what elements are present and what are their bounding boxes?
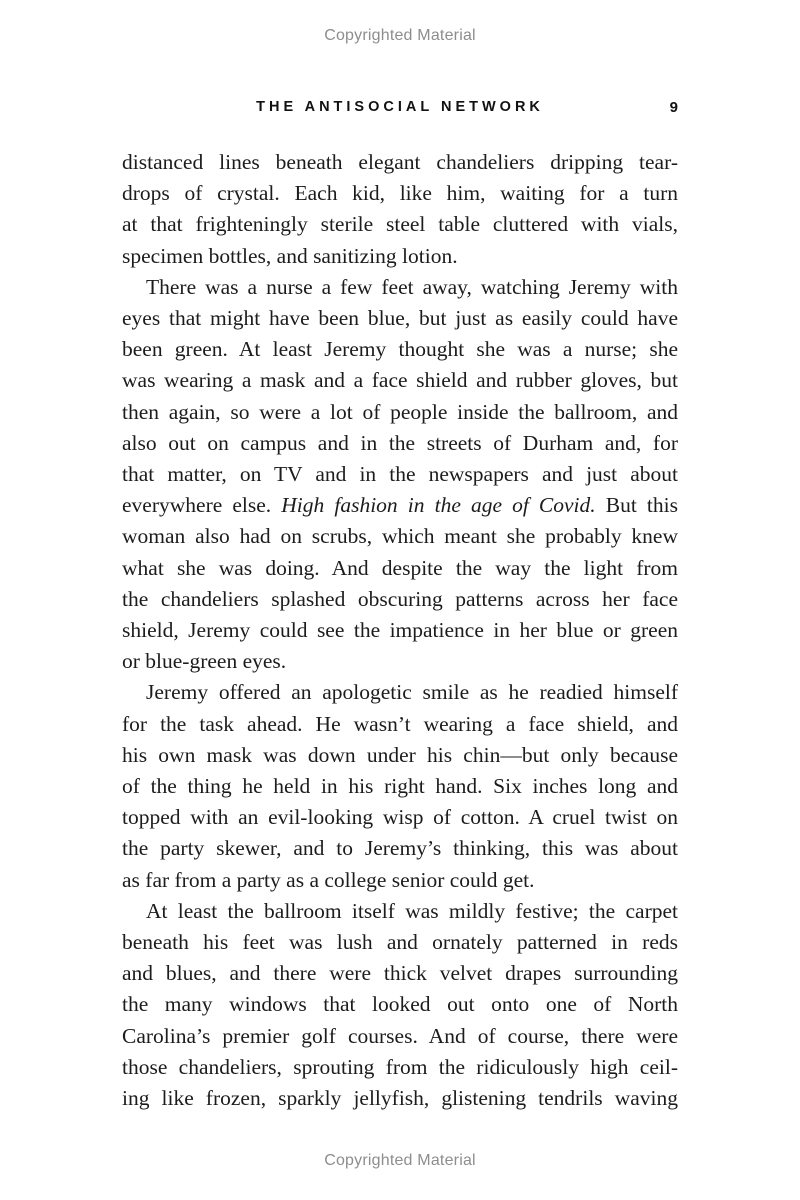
text-line [122,615,678,646]
text-segment: was wearing a mask and a face shield and rubber gloves, but [122,368,678,393]
text-segment: been green. At least Jeremy thought she was a nurse; she [122,337,678,362]
text-line [122,927,678,958]
text-segment: those chandeliers, sprouting from the ridiculously high ceil- [122,1054,678,1079]
text-line [122,740,678,771]
text-segment: woman also had on scrubs, which meant she probably knew [122,524,678,549]
running-head-title: THE ANTISOCIAL NETWORK [256,99,544,115]
text-segment: ing like frozen, sparkly jellyfish, glistening tendrils waving [122,1086,678,1111]
text-line [122,865,678,896]
text-segment: distanced lines beneath elegant chandeliers dripping tear- [122,150,678,174]
text-line [122,428,678,459]
text-segment: that matter, on TV and in the newspapers and just about [122,462,678,487]
text-line [122,303,678,334]
text-line [122,958,678,989]
text-line [122,677,678,708]
text-segment: everywhere else. [122,493,282,518]
text-line [122,802,678,833]
copyright-notice-bottom: Copyrighted Material [324,1152,476,1169]
page-header [122,99,678,119]
text-line [122,209,678,240]
paragraph [122,147,678,272]
text-segment: Carolina’s premier golf courses. And of course, there were [122,1023,678,1048]
text-segment: the chandeliers splashed obscuring patterns across her face [122,586,678,611]
text-line [122,1083,678,1114]
paragraph [122,896,678,1114]
copyright-notice-top: Copyrighted Material [324,27,476,44]
text-line [122,771,678,802]
text-segment: the many windows that looked out onto one of North [122,992,678,1017]
text-line [122,365,678,396]
text-segment: his own mask was down under his chin—but only because [122,742,678,767]
text-segment: the party skewer, and to Jeremy’s thinking, this was about [122,836,678,861]
page-number: 9 [669,99,678,116]
text-segment: at that frighteningly sterile steel table cluttered with vials, [122,212,678,237]
text-line [122,272,678,303]
text-segment: At least the ballroom itself was mildly festive; the carpet [146,898,678,923]
text-segment: topped with an evil-looking wisp of cotton. A cruel twist on [122,805,678,830]
text-line [122,490,678,521]
text-line [122,896,678,927]
text-line [122,178,678,209]
paragraph [122,272,678,678]
text-segment: drops of crystal. Each kid, like him, waiting for a turn [122,181,678,206]
text-line [122,241,678,272]
text-line [122,709,678,740]
text-line [122,553,678,584]
text-segment: or blue-green eyes. [122,649,287,674]
text-segment: shield, Jeremy could see the impatience in her blue or green [122,618,678,643]
text-segment: specimen bottles, and sanitizing lotion. [122,243,458,268]
text-line [122,833,678,864]
body-text [122,147,678,1114]
paragraph [122,677,678,895]
text-line [122,1052,678,1083]
text-segment: for the task ahead. He wasn’t wearing a face shield, and [122,711,678,736]
text-segment: then again, so were a lot of people inside the ballroom, and [122,399,678,424]
text-segment: There was a nurse a few feet away, watching Jeremy with [146,274,678,299]
text-line [122,584,678,615]
text-segment: beneath his feet was lush and ornately patterned in reds [122,930,678,955]
text-line [122,521,678,552]
text-segment: of the thing he held in his right hand. Six inches long and [122,774,678,799]
text-segment: Jeremy offered an apologetic smile as he readied himself [146,680,678,705]
text-segment: as far from a party as a college senior could get. [122,867,535,892]
text-segment: eyes that might have been blue, but just as easily could have [122,306,678,331]
text-line [122,397,678,428]
text-line [122,459,678,490]
text-line [122,646,678,677]
text-line [122,989,678,1020]
text-segment: also out on campus and in the streets of Durham and, for [122,430,678,455]
text-segment: and blues, and there were thick velvet drapes surrounding [122,961,678,986]
text-segment: what she was doing. And despite the way the light from [122,555,678,580]
text-line [122,1021,678,1052]
text-line [122,334,678,365]
text-line [122,147,678,178]
text-segment: But this [595,493,678,518]
italic-text: High fashion in the age of Covid. [281,493,596,518]
